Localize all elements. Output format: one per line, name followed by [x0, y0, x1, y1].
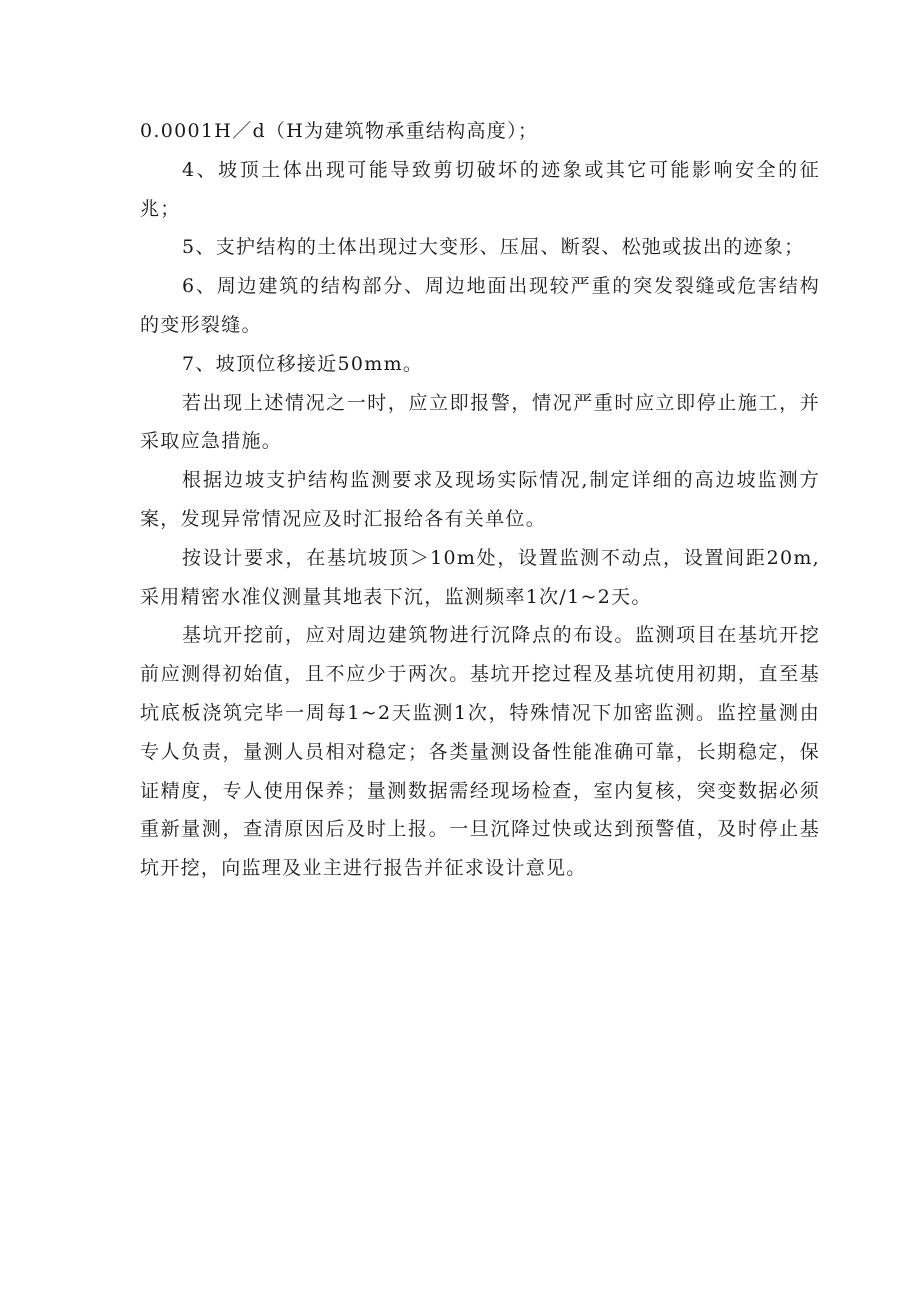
paragraph-design-requirement: 按设计要求，在基坑坡顶＞10m处，设置监测不动点，设置间距20m,采用精密水准仪测量其地表下沉，监测频率1次/1~2天。 — [140, 546, 820, 608]
paragraph-item-7: 7、坡顶位移接近50mm。 — [182, 352, 424, 375]
paragraph-monitoring-plan: 根据边坡支护结构监测要求及现场实际情况,制定详细的高边坡监测方案，发现异常情况应及时汇报给各有关单位。 — [140, 469, 820, 530]
document-body — [140, 112, 820, 888]
paragraph-continuation: 0.0001H／d（H为建筑物承重结构高度）； — [140, 120, 539, 142]
paragraph-alarm: 若出现上述情况之一时，应立即报警，情况严重时应立即停止施工，并采取应急措施。 — [140, 391, 820, 453]
paragraph-item-5: 5、支护结构的土体出现过大变形、压屈、断裂、松弛或拔出的迹象； — [182, 236, 805, 259]
paragraph-item-4: 4、坡顶土体出现可能导致剪切破坏的迹象或其它可能影响安全的征兆； — [140, 158, 820, 220]
paragraph-settlement-monitoring: 基坑开挖前，应对周边建筑物进行沉降点的布设。监测项目在基坑开挖前应测得初始值，且不应少于两次。基坑开挖过程及基坑使用初期，直至基坑底板浇筑完毕一周每1~2天监测1次，特殊情况下加密监测。监控量测由专人负责，量测人员相对稳定；各类量测设备性能准确可靠，长期稳定，保证精度，专人使用保养；量测数据需经现场检查，室内复核，突变数据必须重新量测，查清原因后及时上报。一旦沉降过快或达到预警值，及时停止基坑开挖，向监理及业主进行报告并征求设计意见。 — [140, 624, 820, 880]
paragraph-item-6: 6、周边建筑的结构部分、周边地面出现较严重的突发裂缝或危害结构的变形裂缝。 — [140, 275, 820, 336]
